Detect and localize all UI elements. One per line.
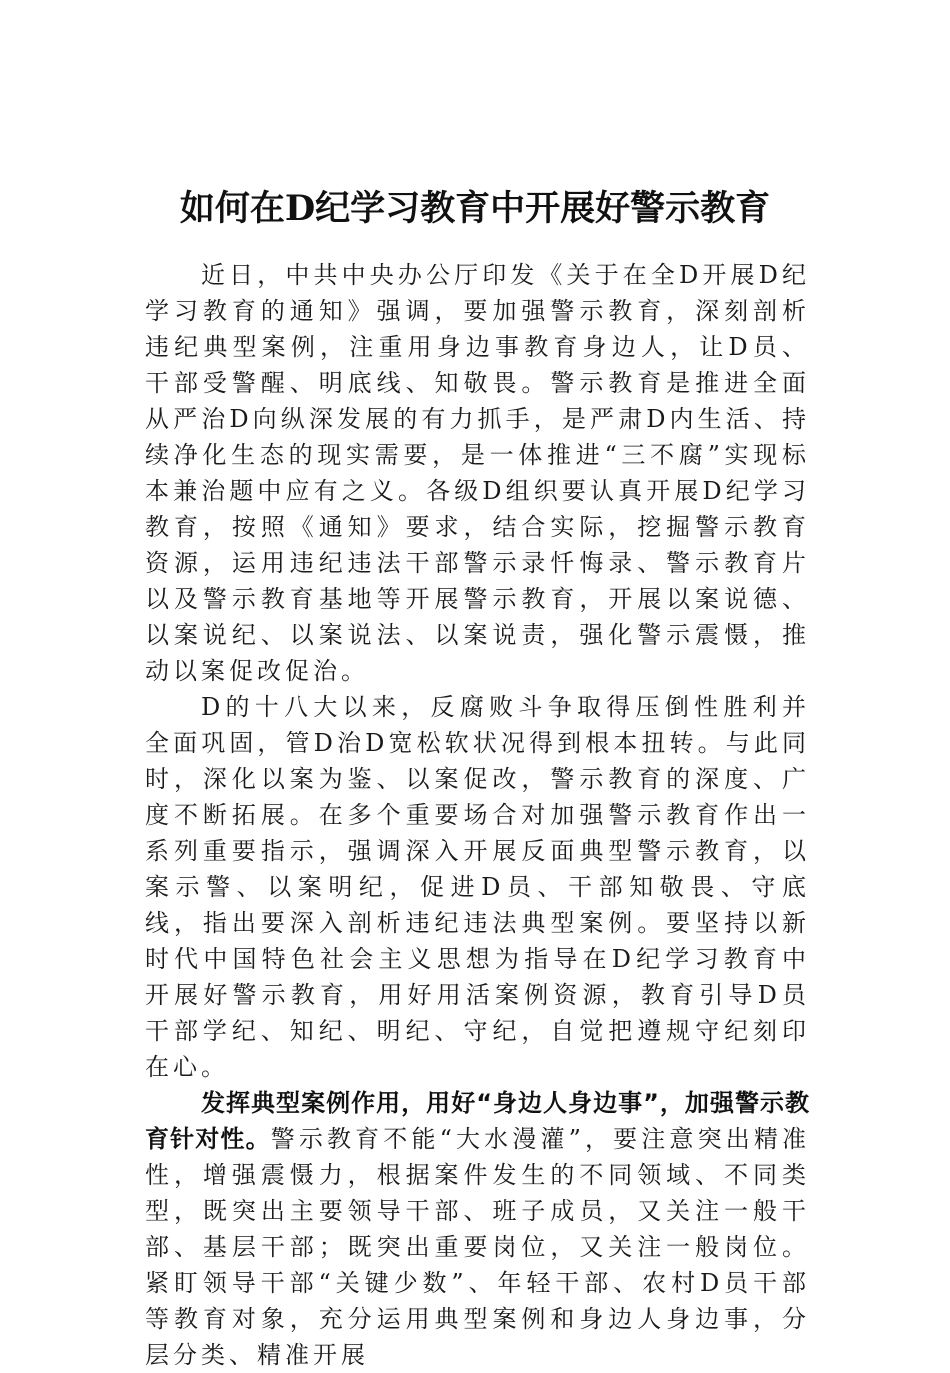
paragraph-1-text: 近日，中共中央办公厅印发《关于在全D开展D纪学习教育的通知》强调，要加强警示教育，深刻剖析违纪典型案例，注重用身边事教育身边人，让D员、干部受警醒、明底线、知敬畏。警示教育是推进全面从严治D向纵深发展的有力抓手，是严肃D内生活、持续净化生态的现实需要，是一体推进“三不腐”实现标本兼治题中应有之义。各级D组织要认真开展D纪学习教育，按照《通知》要求，结合实际，挖掘警示教育资源，运用违纪违法干部警示录忏悔录、警示教育片以及警示教育基地等开展警示教育，开展以案说德、以案说纪、以案说法、以案说责，强化警示震慑，推动以案促改促治。	[145, 261, 810, 685]
document-body	[145, 257, 810, 1373]
paragraph-3-text: 警示教育不能“大水漫灌”，要注意突出精准性，增强震慑力，根据案件发生的不同领域、不同类型，既突出主要领导干部、班子成员，又关注一般干部、基层干部；既突出重要岗位，又关注一般岗位。紧盯领导干部“关键少数”、年轻干部、农村D员干部等教育对象，充分运用典型案例和身边人身边事，分层分类、精准开展	[145, 1125, 811, 1369]
paragraph-1	[145, 257, 810, 689]
paragraph-2-text: D的十八大以来，反腐败斗争取得压倒性胜利并全面巩固，管D治D宽松软状况得到根本扭转。与此同时，深化以案为鉴、以案促改，警示教育的深度、广度不断拓展。在多个重要场合对加强警示教育作出一系列重要指示，强调深入开展反面典型警示教育，以案示警、以案明纪，促进D员、干部知敬畏、守底线，指出要深入剖析违纪违法典型案例。要坚持以新时代中国特色社会主义思想为指导在D纪学习教育中开展好警示教育，用好用活案例资源，教育引导D员干部学纪、知纪、明纪、守纪，自觉把遵规守纪刻印在心。	[145, 693, 810, 1081]
paragraph-3-lead: 发挥典型案例作用，用好“身边人身边事”，加强警示教育针对性。	[145, 1089, 810, 1153]
document-title: 如何在D纪学习教育中开展好警示教育	[179, 188, 771, 230]
paragraph-3	[145, 1085, 810, 1373]
paragraph-2	[145, 689, 810, 1085]
